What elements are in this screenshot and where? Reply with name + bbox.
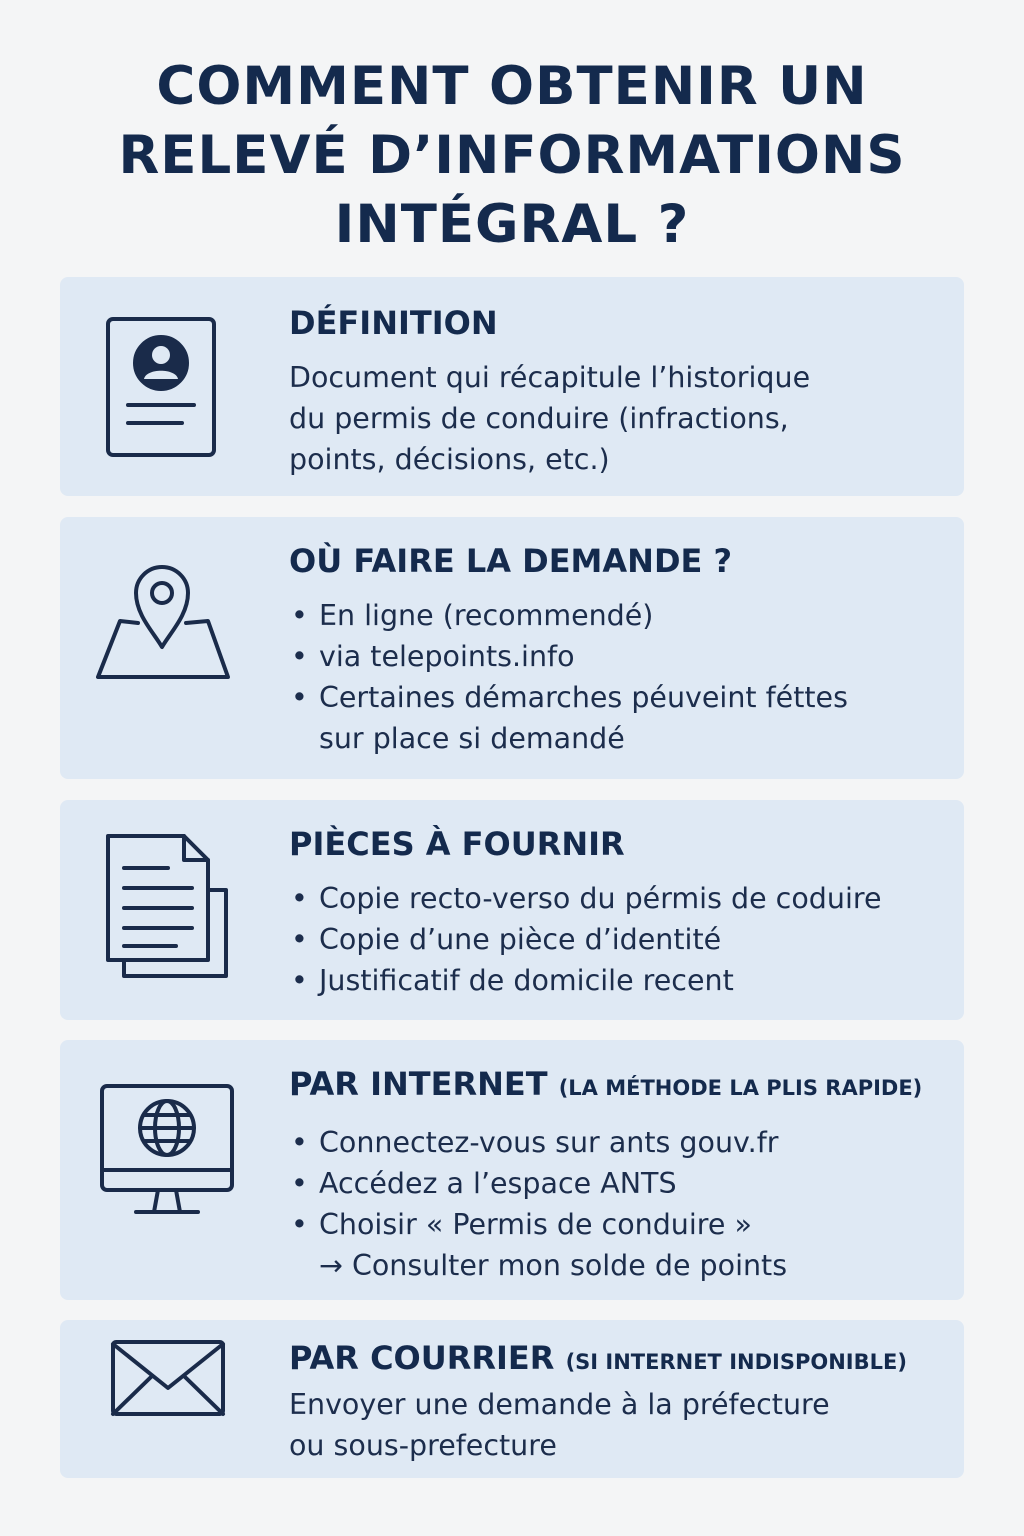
definition-text-line-1: Document qui récapitule l’historique	[289, 361, 811, 394]
title-line-2: RELEVÉ D’INFORMATIONS	[118, 125, 906, 186]
envelope-icon	[96, 1338, 236, 1420]
where-list	[289, 595, 944, 759]
list-item: • Copie recto-verso du pérmis de coduire	[289, 878, 944, 919]
map-pin-icon	[96, 555, 236, 705]
list-item: • Accédez a l’espace ANTS	[289, 1163, 944, 1204]
list-item: • Connectez-vous sur ants gouv.fr	[289, 1122, 944, 1163]
computer-globe-icon	[96, 1080, 236, 1230]
list-item: • Certaines démarches péuveint féttes sur place si demandé	[289, 677, 944, 759]
mail-heading-sub: (SI INTERNET INDISPONIBLE)	[565, 1350, 907, 1374]
internet-card	[60, 1040, 964, 1300]
mail-heading	[289, 1338, 944, 1382]
mail-text-line-2: ou sous-prefecture	[289, 1429, 557, 1462]
list-item: • En ligne (recommendé)	[289, 595, 944, 636]
internet-heading-sub: (LA MÉTHODE LA PLIS RAPIDE)	[558, 1076, 923, 1100]
definition-card	[60, 277, 964, 496]
internet-list	[289, 1122, 944, 1286]
id-card-icon	[96, 313, 236, 463]
mail-text-line-1: Envoyer une demande à la préfecture	[289, 1388, 830, 1421]
list-item-continuation: sur place si demandé	[319, 722, 625, 755]
list-item: • via telepoints.info	[289, 636, 944, 677]
list-item-continuation: → Consulter mon solde de points	[319, 1249, 788, 1282]
where-heading: OÙ FAIRE LA DEMANDE ?	[289, 542, 733, 580]
definition-text-line-2: du permis de conduire (infractions,	[289, 402, 789, 435]
documents-list	[289, 878, 944, 1001]
where-card	[60, 517, 964, 779]
definition-heading: DÉFINITION	[289, 304, 498, 342]
internet-heading	[289, 1064, 944, 1108]
documents-card	[60, 800, 964, 1020]
definition-text-line-3: points, décisions, etc.)	[289, 443, 610, 476]
mail-text	[289, 1384, 944, 1466]
page-title	[60, 52, 964, 259]
internet-heading-main: PAR INTERNET	[289, 1065, 548, 1103]
documents-heading: PIÈCES À FOURNIR	[289, 825, 625, 863]
mail-card	[60, 1320, 964, 1478]
title-line-3: INTÉGRAL ?	[334, 194, 690, 255]
definition-text	[289, 357, 944, 480]
mail-heading-main: PAR COURRIER	[289, 1339, 555, 1377]
list-item: • Copie d’une pièce d’identité	[289, 919, 944, 960]
list-item: • Choisir « Permis de conduire » → Consulter mon solde de points	[289, 1204, 944, 1286]
title-line-1: COMMENT OBTENIR UN	[156, 56, 868, 117]
documents-icon	[96, 830, 236, 980]
list-item: • Justificatif de domicile recent	[289, 960, 944, 1001]
